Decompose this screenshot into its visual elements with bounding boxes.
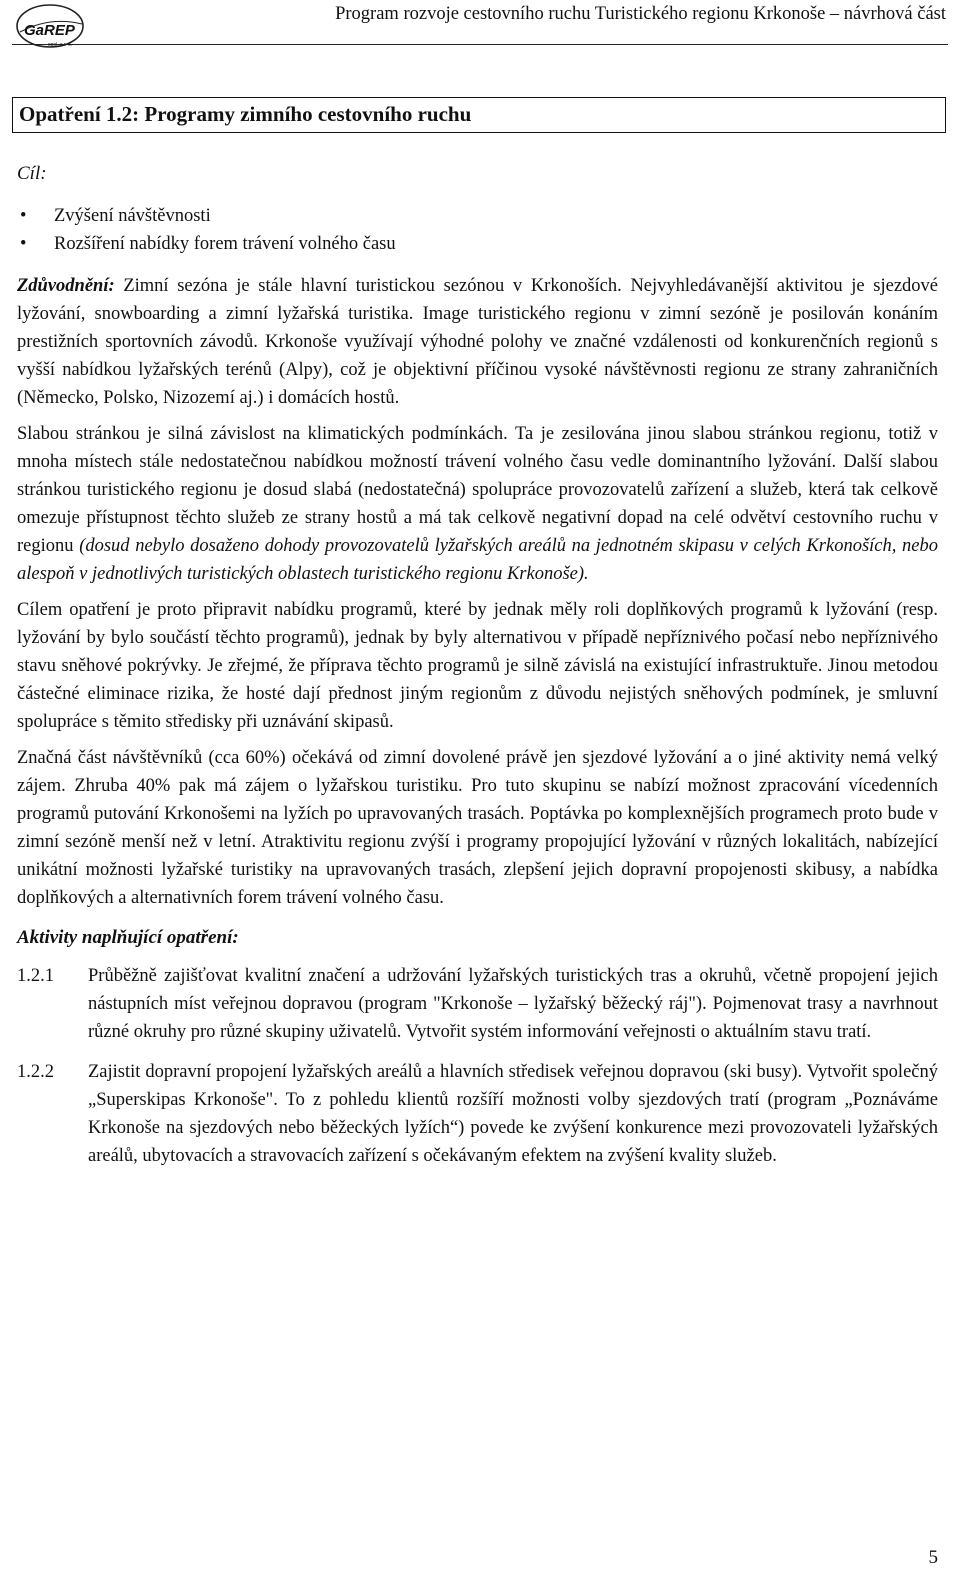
goal-list [17,202,938,258]
weakness-text: Slabou stránkou je silná závislost na klimatických podmínkách. Ta je zesilována jinou slabou stránkou regionu, totiž v mnoha místech stále nedostatečnou nabídkou možností trávení volného času vedle dominantního lyžování. Další slabou stránkou turistického regionu je dosud slabá (nedostatečná) spolupráce provozovatelů zařízení a služeb, která tak celkově omezuje přístupnost těchto služeb ze strany hostů a má tak celkově negativní dopad na celé odvětví cestovního ruchu v regionu [17,424,938,556]
activity-item [17,1058,938,1170]
activities-heading: Aktivity naplňující opatření: [17,927,239,948]
svg-text:spol. s r. o.: spol. s r. o. [48,42,73,48]
activity-item [17,962,938,1046]
page-header [0,0,960,72]
goal-item: • Zvýšení návštěvnosti [17,202,938,230]
measure-title-box [12,97,946,133]
visitors-paragraph: Značná část návštěvníků (cca 60%) očekává od zimní dovolené právě jen sjezdové lyžování a o jiné aktivity nemá velký zájem. Zhruba 40% pak má zájem o lyžařskou turistiku. Pro tuto skupinu se nabízí možnost zpracování vícedenních programů putování Krkonošemi na lyžích po upravovaných trasách. Poptávka po komplexnějších programech proto bude v zimní sezóně menší než v letní. Atraktivitu regionu zvýší i programy propojující lyžování v různých lokalitách, nabízející unikátní možnosti lyžařské turistiky na upravovaných trasách, zlepšení jejich dopravní propojenosti skibusy, a nabídka doplňkových a alternativních forem trávení volného času. [17,748,938,908]
weakness-paragraph [17,420,938,588]
goal-label: Cíl: [17,163,47,184]
goal-item: • Rozšíření nabídky forem trávení volného času [17,230,938,258]
weakness-italic-note: (dosud nebylo dosaženo dohody provozovatelů lyžařských areálů na jednotném skipasu v celých Krkonoších, nebo alespoň v jednotlivých turistických oblastech turistického regionu Krkonoše). [17,536,939,584]
garep-logo [14,2,90,54]
header-divider [12,44,948,45]
document-body [17,160,938,1182]
page-number: 5 [928,1547,938,1568]
measure-title: Opatření 1.2: Programy zimního cestovního ruchu [19,102,472,126]
justification-text: Zimní sezóna je stále hlavní turistickou sezónou v Krkonoších. Nejvyhledávanější aktivitou je sjezdové lyžování, snowboarding a zimní lyžařská turistika. Image turistického regionu v zimní sezóně je posilován konáním prestižních sportovních závodů. Krkonoše využívají výhodné polohy ve značné vzdálenosti od konkurenčních regionů s vyšší nabídkou lyžařských terénů (Alpy), což je objektivní příčinou vysoké návštěvnosti regionu ze strany zahraničních (Německo, Polsko, Nizozemí aj.) i domácích hostů. [17,276,938,408]
activity-number: 1.2.2 [17,1062,54,1082]
justification-label: Zdůvodnění: [17,276,115,296]
activity-text: Průběžně zajišťovat kvalitní značení a udržování lyžařských turistických tras a okruhů, včetně propojení jejich nástupních míst veřejnou dopravou (program "Krkonoše – lyžařský běžecký ráj"). Pojmenovat trasy a navrhnout různé okruhy pro různé skupiny uživatelů. Vytvořit systém informování veřejnosti o aktuálním stavu tratí. [88,966,938,1042]
svg-text:GaREP: GaREP [24,22,75,39]
goal-paragraph: Cílem opatření je proto připravit nabídku programů, které by jednak měly roli doplňkových programů k lyžování (resp. lyžování by bylo součástí těchto programů), jednak by byly alternativou v případě nepříznivého počasí nebo nepříznivého stavu sněhové pokrývky. Je zřejmé, že příprava těchto programů je silně závislá na existující infrastruktuře. Jinou metodou částečné eliminace rizika, že hosté dají přednost jiným regionům z důvodu nejistých sněhových podmínek, je smluvní spolupráce s těmito středisky při uznávání skipasů. [17,600,938,732]
header-title: Program rozvoje cestovního ruchu Turistického regionu Krkonoše – návrhová část [335,4,946,24]
activity-number: 1.2.1 [17,966,54,986]
activity-text: Zajistit dopravní propojení lyžařských areálů a hlavních středisek veřejnou dopravou (ski busy). Vytvořit společný „Superskipas Krkonoše". To z pohledu klientů rozšíří možnosti volby sjezdových tratí (program „Poznáváme Krkonoše na sjezdových nebo běžeckých lyžích“) povede ke zvýšení konkurence mezi provozovateli lyžařských areálů, ubytovacích a stravovacích zařízení s očekávaným efektem na zvýšení kvality služeb. [88,1062,938,1166]
justification-paragraph [17,272,938,412]
